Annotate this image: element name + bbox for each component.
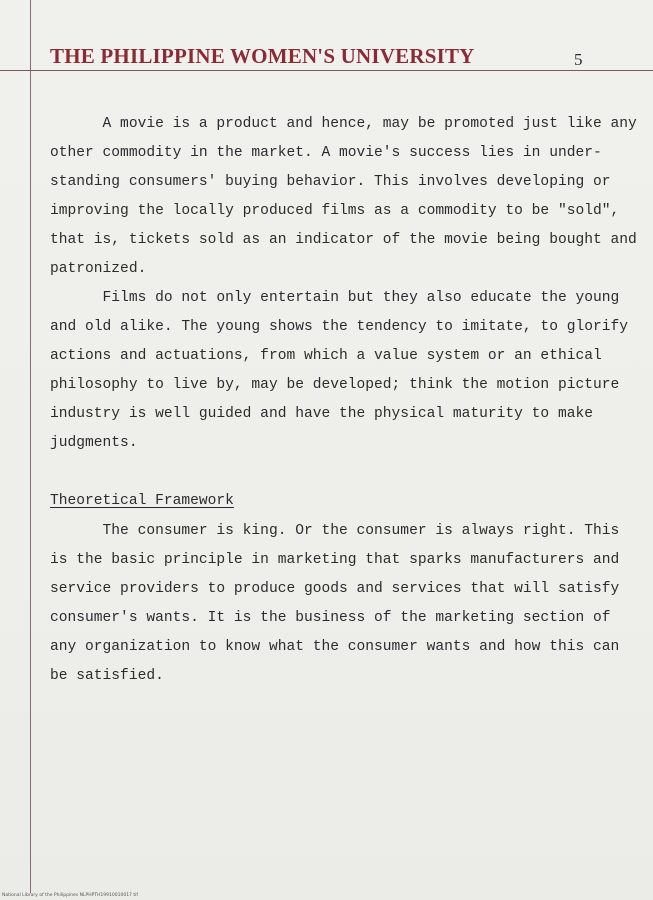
margin-rule [30, 0, 31, 893]
paragraph-2-line: philosophy to live by, may be developed; think the motion picture [50, 377, 620, 393]
paragraph-1-line: standing consumers' buying behavior. This involves developing or [50, 174, 611, 190]
paragraph-3-line: service providers to produce goods and services that will satisfy [50, 581, 620, 597]
section-heading: Theoretical Framework [50, 493, 234, 509]
page-number: 5 [574, 50, 583, 69]
university-letterhead: THE PHILIPPINE WOMEN'S UNIVERSITY [50, 44, 475, 68]
paragraph-1-line: patronized. [50, 261, 147, 277]
paragraph-2-line: judgments. [50, 435, 138, 451]
paragraph-2-line: industry is well guided and have the physical maturity to make [50, 406, 593, 422]
paragraph-2-line: and old alike. The young shows the tendency to imitate, to glorify [50, 319, 629, 335]
paragraph-3-line: is the basic principle in marketing that sparks manufacturers and [50, 552, 620, 568]
paragraph-2-line: actions and actuations, from which a value system or an ethical [50, 348, 602, 364]
paragraph-1-line: other commodity in the market. A movie's success lies in under- [50, 145, 602, 161]
paragraph-3-line: The consumer is king. Or the consumer is always right. This [50, 523, 620, 539]
header-rule [0, 70, 653, 71]
paragraph-1-line: A movie is a product and hence, may be promoted just like any [50, 116, 637, 132]
scan-footer-caption: National Library of the Philippines NLPHPTH19910010017 tif [2, 893, 138, 898]
paragraph-1-line: that is, tickets sold as an indicator of the movie being bought and [50, 232, 637, 248]
paragraph-1-line: improving the locally produced films as a commodity to be "sold", [50, 203, 620, 219]
paragraph-3-line: any organization to know what the consumer wants and how this can [50, 639, 620, 655]
paragraph-3-line: consumer's wants. It is the business of the marketing section of [50, 610, 611, 626]
paragraph-2-line: Films do not only entertain but they also educate the young [50, 290, 620, 306]
paragraph-3-line: be satisfied. [50, 668, 164, 684]
